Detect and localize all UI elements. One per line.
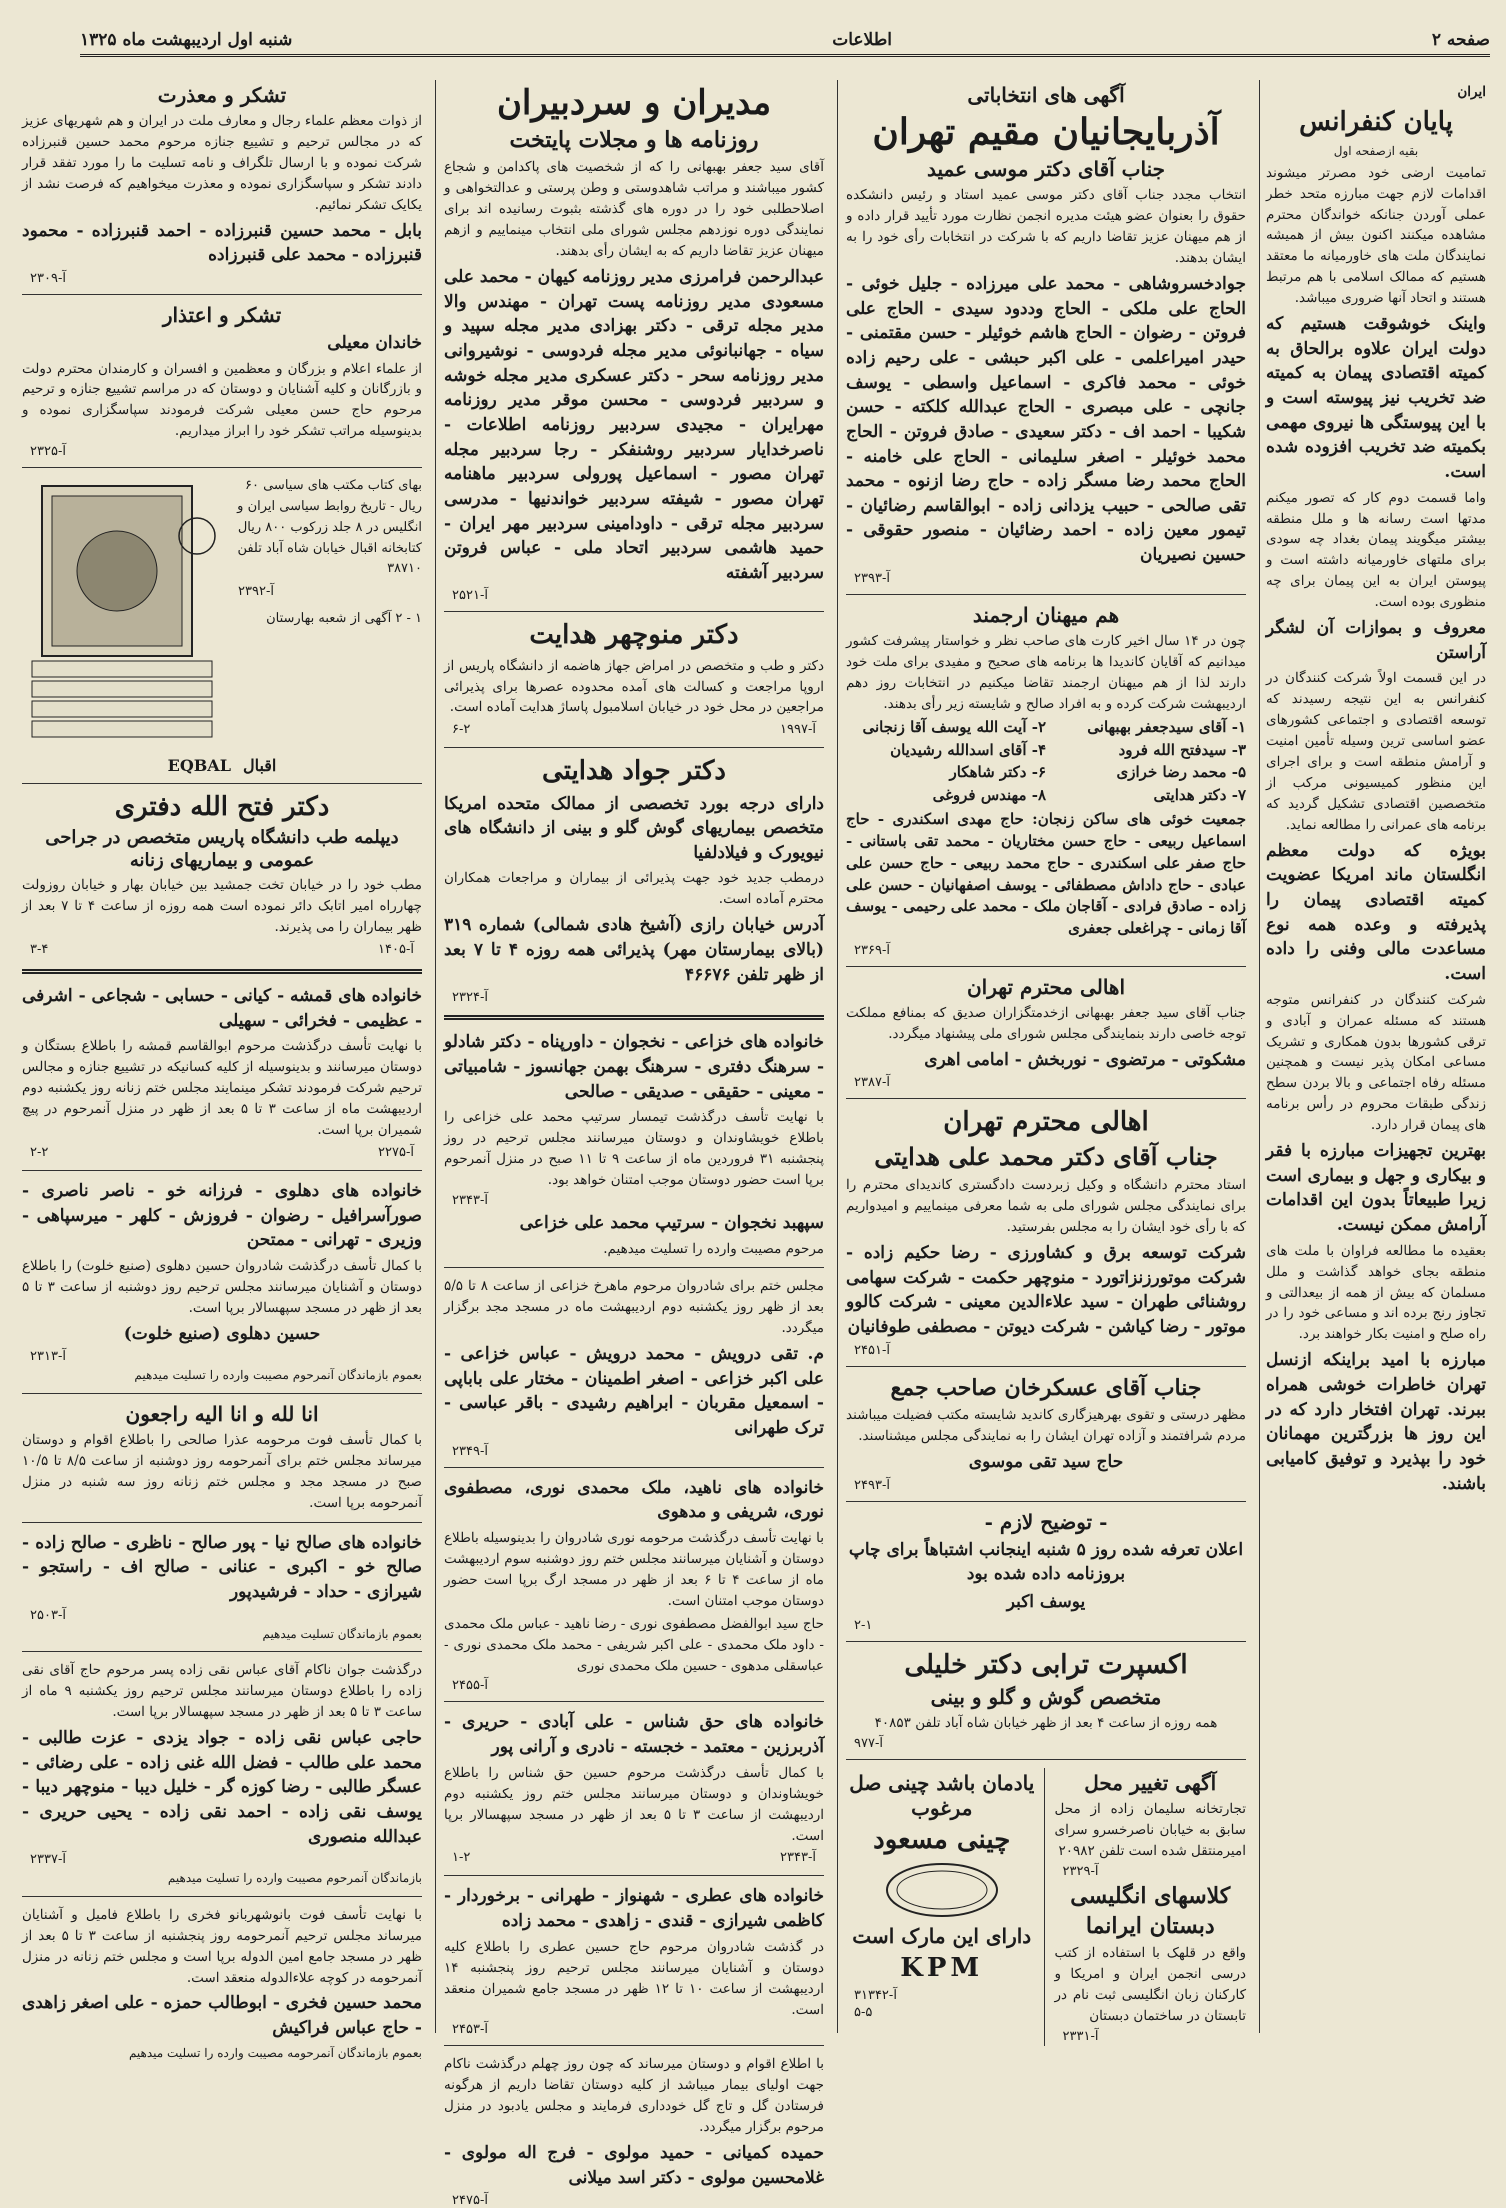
ad-code: آ-۲۳۴۹ — [452, 1443, 488, 1459]
ad-code: آ-۳۱۳۴۲ — [854, 1988, 897, 2004]
obituary-title: خانواده های عطری - شهنواز - طهرانی - برخوردار - کاظمی شیرازی - قندی - زاهدی - محمد زاده — [444, 1886, 824, 1932]
ad-signatories: مشکوتی - مرتضوی - نوربخش - امامی اهری — [924, 1049, 1246, 1070]
obituary-body: با نهایت تأسف فوت بانوشهربانو فخری را باطلاع فامیل و آشنایان میرساند مجلس ترحیم آنمرحومه روز پنجشنبه از ساعت ۳ تا ۵ بعد از ظهر در مسجد جامع امین الدوله برپا است و مجلس ختم زنانه در منزل آنمرحومه در کوچه علاءالدوله منعقد است. — [22, 1906, 422, 1986]
ad-title: یادمان باشد چینی صل مرغوب — [849, 1770, 1035, 1820]
ad-code: آ-۲۴۵۱ — [854, 1342, 890, 1358]
ad-signatories: بابل - محمد حسین قنبرزاده - احمد قنبرزاده - محمود قنبرزاده - محمد علی قنبرزاده — [22, 220, 422, 266]
ad-title: کلاسهای انگلیسی — [1070, 1882, 1231, 1909]
ad-body: واقع در قلهک با استفاده از کتب درسی انجمن ایران و امریکا و کارکنان زبان انگلیسی ثبت نام در تابستان در ساختمان دبستان — [1054, 1945, 1246, 2025]
list-item: ۶- دکتر شاهکار — [949, 763, 1046, 782]
obituary-title: انا لله و انا الیه راجعون — [125, 1401, 319, 1426]
divider — [22, 1522, 422, 1523]
ad-body: مطب خود را در خیابان تخت جمشید بین خیابان بهار و خیابان روزولت چهارراه امیر اتابک دائر نموده است همه روزه از ساعت ۴ تا ۷ بعد از ظهر بیماران را می پذیرند. — [22, 877, 422, 936]
obituary-body: مجلس ختم برای شادروان مرحوم ماهرخ خزاعی از ساعت ۸ تا ۵/۵ بعد از ظهر روز یکشنبه دوم اردیبهشت ماه در مسجد مجد برگزار میگردد. — [444, 1278, 824, 1337]
divider — [444, 2045, 824, 2046]
ad-subtitle: خاندان معیلی — [327, 332, 422, 353]
ad-body: دکتر و طب و متخصص در امراض جهاز هاضمه از دانشگاه پاریس از اروپا مراجعت و کسالت های آمده محدوده عصرها برای پذیرائی مراجعین در محل خود در خیابان اسلامبول پاساژ هدایت آماده است. — [444, 657, 824, 716]
obituary-body: مرحوم مصیبت وارده را تسلیت میدهیم. — [603, 1240, 824, 1257]
ad-code: ۵-۵ — [854, 2005, 873, 2021]
column-rule — [837, 80, 838, 2033]
ad-body: همه روزه از ساعت ۴ بعد از ظهر خیابان شاه آباد تلفن ۴۰۸۵۳ — [874, 1714, 1218, 1731]
bottom-ads-row — [846, 1768, 1246, 2046]
obituary-note: بعموم بازماندگان آنمرحوم مصیبت وارده را تسلیت میدهیم — [134, 1368, 422, 1383]
ad-code: آ-۲۵۰۳ — [30, 1607, 66, 1623]
ad-body: دارای درجه بورد تخصصی از ممالک متحده امریکا متخصص بیماریهای گوش گلو و بینی از دانشگاه های نیویورک و فیلادلفیا — [444, 793, 824, 863]
ad-code: آ-۲۴۵۳ — [452, 2022, 488, 2038]
divider — [22, 1651, 422, 1652]
ad-code: آ-۲۳۹۲ — [238, 584, 274, 600]
book-ad-body: بهای کتاب مکتب های سیاسی ۶۰ ریال - تاریخ روابط سیاسی ایران و انگلیس در ۸ جلد زرکوب ۸۰۰ ریال کتابخانه اقبال خیابان شاه آباد تلفن ۳۸۷۱۰ — [237, 478, 422, 577]
article-highlight: واینک خوشوقت هستیم که دولت ایران علاوه برالحاق به کمیته اقتصادی پیمان به کمیته ضد تخریب نیز پیوسته است و با این پیوستگی ها نیروی مهمی بکمیته ضد تخریب افزوده شده است. — [1266, 314, 1486, 482]
book-ad-extra: ۱ - ۲ آگهی از شعبه بهارستان — [266, 611, 422, 626]
brand-name: اقبال — [242, 756, 277, 776]
ad-body: اعلان تعرفه شده روز ۵ شنبه اینجانب اشتباهاً برای چاپ بروزنامه داده شده بود — [848, 1539, 1244, 1585]
obituary-body: با نهایت تأسف درگذشت تیمسار سرتیپ محمد علی خزاعی را باطلاع خویشاوندان و دوستان میرسانند مجلس ترحیم در روز پنجشنبه ۳۱ فروردین ماه از ساعت ۹ تا ۱۱ صبح در منزل آنمرحوم برپا است حضور دوستان موجب امتنان خواهد بود. — [444, 1109, 825, 1188]
obituary-name: حسین دهلوی (صنیع خلوت) — [123, 1323, 321, 1344]
ad-title: اهالی محترم تهران — [943, 1107, 1149, 1138]
list-item: ۵- محمد رضا خرازی — [1116, 763, 1246, 782]
ad-code: آ-۱۹۹۷ — [780, 722, 816, 738]
book-ad-text — [230, 476, 422, 630]
obituary-title: خانواده های صالح نیا - پور صالح - ناظری - صالح زاده - صالح خو - اکبری - عنانی - صالح اف - راستجو - شیرازی - حداد - فرشیدپور — [22, 1532, 422, 1602]
ad-body: درمطب جدید خود جهت پذیرائی از بیماران و مراجعات همکاران محترم آماده است. — [444, 870, 824, 908]
ad-title: اکسپرت ترابی دکتر خلیلی — [904, 1649, 1188, 1680]
ad-code: آ-۲۳۸۷ — [854, 1075, 890, 1091]
ad-body: استاد محترم دانشگاه و وکیل زبردست دادگستری کاندیدای محترم را برای نمایندگی مجلس شورای ملی به شما معرفی مینماییم و امیدواریم که با رأی خود ایشان را به مجلس بفرستید. — [846, 1177, 1246, 1236]
page-number: صفحه ۲ — [1431, 30, 1490, 50]
ad-body: آقای سید جعفر بهبهانی را که از شخصیت های پاکدامن و شجاع کشور میباشند و مراتب شاهدوستی و وطن پرستی و عدالتخواهی و اصلاحطلبی خود را در دوره های گذشته بثبوت رسانیده اند برای نمایندگی دوره نوزدهم مجلس شورای ملی انتخاب مینماییم و ازهم میهنان عزیز تقاضا داریم که به ایشان رأی بدهند. — [444, 159, 824, 260]
article-paragraph: شرکت کنندگان در کنفرانس متوجه هستند که مسئله عمران و آبادی و ترقی کشورها بدون همکاری و تشریک مساعی امکان پذیر نیست و همچنین مسئله رفاه اجتماعی و بالا بردن سطح زندگی طبقات محروم در رأس برنامه های پیمان قرار دارد. — [1266, 991, 1486, 1134]
ad-code: آ-۱۴۰۵ — [378, 942, 414, 958]
section-label: ایران — [1457, 84, 1486, 100]
ad-title: دکتر جواد هدایتی — [542, 756, 726, 787]
divider — [846, 966, 1246, 967]
ad-codes — [22, 1143, 422, 1162]
obituary-names: م. تقی درویش - محمد درویش - عباس خزاعی - علی اکبر خزاعی - اصغر اطمینان - مختار علی باباپی - اسمعیل مقربان - ابراهیم رشیدی - باقر عباسی - ترک طهرانی — [444, 1344, 824, 1439]
obituary-body: در گذشت شادروان مرحوم حاج حسین عطری را باطلاع کلیه دوستان و آشنایان میرسانند مجلس ترحیم روز پنجشنبه ۱۴ اردیبهشت از ساعت ۱۰ تا ۱۲ ظهر در مسجد جامع شمیران منعقد است. — [444, 1938, 825, 2018]
ad-body: تجارتخانه سلیمان زاده از محل سابق به خیابان ناصرخسرو سرای امیرمنتقل شده است تلفن ۲۰۹۸۲ — [1054, 1800, 1246, 1859]
divider — [846, 594, 1246, 595]
ad-body: از ذوات معظم علماء رجال و معارف ملت در ایران و هم شهریهای عزیز که در مجالس ترحیم و تشییع جنازه مرحوم محمد حسین قنبرزاده شرکت نموده و با ارسال تلگراف و نامه تسلیت ما را مورد تفقد قرار دادند تشکر و سپاسگزاری نموده و معذرت میخواهیم که فرصت نشد از یکایک تشکر نمائیم. — [22, 113, 422, 213]
divider — [846, 1366, 1246, 1367]
obituary-body: با کمال تأسف درگذشت مرحوم حسین حق شناس را باطلاع خویشاوندان و دوستان میرسانند مجلس ختم روز یکشنبه دوم اردیبهشت از ساعت ۳ تا ۵ بعد از ظهر در مسجد سپهسالار برپا است. — [444, 1764, 825, 1844]
ad-code: آ-۲۳۶۹ — [854, 942, 890, 958]
ad-title: دکتر منوچهر هدایت — [529, 620, 739, 651]
ad-address: آدرس خیابان رازی (آشیخ هادی شمالی) شماره ۳۱۹ (بالای بیمارستان مهر) پذیرائی همه روزه ۴ تا ۷ بعد از ظهر تلفن ۴۶۶۷۶ — [444, 915, 825, 985]
ad-code: ۲-۲ — [30, 1145, 49, 1161]
obituary-body: با اطلاع اقوام و دوستان میرساند که چون روز چهلم درگذشت ناکام جهت اولیای بیمار میباشد از کلیه دوستان تقاضا داریم از هرگونه فرستادن گل و تاج گل خودداری فرمایند و مجلس یادبود در منزل مرحوم برگزار میگردد. — [444, 2056, 824, 2136]
article-title: پایان کنفرانس — [1299, 106, 1453, 137]
masthead — [80, 14, 1490, 57]
divider — [22, 783, 422, 784]
right-column — [1260, 80, 1492, 2033]
ad-code: ۶-۲ — [452, 722, 471, 738]
divider — [444, 1875, 824, 1876]
obituary-body: با نهایت تأسف درگذشت مرحوم ابوالقاسم قمشه را باطلاع بستگان و دوستان میرسانند و بدینوسیله از کلیه کسانیکه در تشییع جنازه و مجالس ترحیم شرکت فرمودند تشکر مینمایند مجلس ختم زنانه روز یکشنبه دوم اردیبهشت ماه از ساعت ۳ تا ۵ بعد از ظهر در منزل آنمرحوم در پیچ شمیران برپا است. — [22, 1038, 423, 1139]
divider — [22, 294, 422, 295]
article-highlight: مبارزه با امید براینکه ازنسل تهران خاطرات خوشی همراه ببرند. تهران افتخار دارد که در این روز ها بزرگترین مهمانان خود را بپذیرد و توفیق کامیابی باشند. — [1266, 1350, 1486, 1494]
divider — [846, 1501, 1246, 1502]
obituary-title: خانواده های دهلوی - فرزانه خو - ناصر ناصری - صورآسرافیل - رضوان - فروزش - کلهر - میرسپاهی - وزیری - تهرانی - ممتحن — [22, 1181, 422, 1251]
list-item: ۷- دکتر هدایتی — [1153, 785, 1246, 804]
obituary-note: بعموم بازماندگان آنمرحومه مصیبت وارده را تسلیت میدهیم — [128, 2045, 422, 2060]
divider — [22, 1896, 422, 1897]
porcelain-ad — [846, 1768, 1045, 2046]
ad-body: چون در ۱۴ سال اخیر کارت های صاحب نظر و خواستار پیشرفت کشور میدانیم که آقایان کاندیدا ها برنامه های صحیح و مفیدی برای ملت خود دارند لذا از هم میهنان ارجمند تقاضا میکنیم در انتخابات روز دهم اردیبهشت شرکت کرده و به افراد صالح و شایسته زیر رأی بدهند. — [846, 632, 1246, 712]
issue-date: شنبه اول اردیبهشت ماه ۱۳۲۵ — [80, 30, 293, 50]
column-rule — [1259, 80, 1260, 2033]
divider — [444, 611, 824, 612]
list-item: ۲- آیت الله یوسف آقا زنجانی — [862, 718, 1046, 737]
ad-code: آ-۹۷۷ — [854, 1735, 883, 1751]
article-subtitle: بقیه ازصفحه اول — [1333, 144, 1419, 159]
obituary-names: حاجی عباس نقی زاده - جواد یزدی - عزت طالبی - محمد علی طالب - فضل الله غنی زاده - علی رضائی - عسگر طالبی - رضا کوزه گر - خلیل دیبا - منوچهر دیبا - یوسف نقی زاده - احمد نقی زاده - یحیی حریری - عبدالله منصوری — [22, 1727, 422, 1847]
ad-subtitle: جناب آقای دکتر محمد علی هدایتی — [874, 1141, 1218, 1171]
ad-title: تشکر و معذرت — [157, 83, 287, 107]
kpm-mark: KPM — [900, 1952, 984, 1983]
book-brand — [22, 756, 422, 775]
ad-subtitle: متخصص گوش و گلو و بینی — [930, 1684, 1162, 1709]
obituary-body: درگذشت جوان ناکام آقای عباس نقی زاده پسر مرحوم حاج آقای نقی زاده را باطلاع دوستان میرسانند مجلس ترحیم روز یکشنبه ۹ ماه از ساعت ۳ تا ۵ بعد از ظهر در مسجد سپهسالار برپا است. — [22, 1662, 422, 1721]
ad-code: آ-۲۵۲۱ — [452, 588, 488, 604]
book-ad — [22, 476, 422, 756]
ad-code: آ-۲۴۵۵ — [452, 1678, 488, 1694]
ad-code: ۲-۱ — [854, 1617, 873, 1633]
ad-code: آ-۲۳۴۳ — [780, 1850, 816, 1866]
obituary-names: حاج سید ابوالفضل مصطفوی نوری - رضا ناهید - عباس ملک محمدی - داود ملک محمدی - علی اکبر شریفی - محمد ملک محمدی نوری - عباسقلی مدهوی - حسین ملک محمدی نوری — [444, 1615, 824, 1674]
divider — [444, 1015, 824, 1020]
ad-codes — [444, 1848, 824, 1867]
ad-title: مدیران و سردبیران — [496, 83, 772, 123]
ad-code: آ-۲۳۲۵ — [30, 444, 66, 460]
ad-code: آ-۲۳۹۳ — [854, 570, 890, 586]
ad-code: آ-۲۳۱۳ — [30, 1349, 66, 1365]
article-highlight: بهترین تجهیزات مبارزه با فقر و بیکاری و جهل و بیماری است زیرا طبیعاتاً بدون این اقدامات آرامش ممکن نیست. — [1266, 1141, 1486, 1236]
book-stack-icon — [22, 476, 222, 756]
ad-title: دکتر فتح الله دفتری — [114, 792, 330, 823]
obituary-title: خانواده های خزاعی - نخجوان - داورپناه - دکتر شادلو - سرهنگ دفتری - سرهنگ بهمن جهانسوز - شامبیاتی - معینی - حقیقی - صدیقی - صالحی — [444, 1032, 824, 1102]
kpm-logo-icon — [882, 1860, 1002, 1920]
ad-code: ۱-۲ — [452, 1850, 471, 1866]
article-highlight: معروف و بموازات آن لشگر آراستن — [1266, 618, 1486, 663]
ad-body: مظهر درستی و تقوی بهرهیزگاری کاندید شایسته مکتب فضیلت میباشند مردم شرافتمند و آزاده تهران ایشان را به نمایندگی مجلس میشناسند. — [846, 1407, 1246, 1445]
divider — [444, 1701, 824, 1702]
ad-brand: چینی مسعود — [873, 1824, 1011, 1855]
ad-subtitle: دبستان ایرانما — [1085, 1912, 1215, 1939]
obituary-note: بازماندگان آنمرحوم مصیبت وارده را تسلیت میدهیم — [167, 1871, 422, 1886]
list-item: ۱- آقای سیدجعفر بهبهانی — [1087, 718, 1246, 737]
obituary-title: خانواده های ناهید، ملک محمدی نوری، مصطفوی نوری، شریفی و مدهوی — [444, 1477, 824, 1523]
notices-column — [16, 80, 428, 2060]
ad-code: ۳-۴ — [30, 942, 49, 958]
obituary-body: با نهایت تأسف درگذشت مرحومه نوری شادروان را بدینوسیله باطلاع دوستان و آشنایان میرسانند مجلس ختم روز دوشنبه سوم اردیبهشت ماه از ساعت ۴ تا ۶ بعد از ظهر در مسجد ارگ برپا است حضور دوستان موجب امتنان است. — [444, 1530, 824, 1609]
divider — [22, 467, 422, 468]
divider — [22, 969, 422, 974]
obituary-names: محمد حسین فخری - ابوطالب حمزه - علی اصغر زاهدی - حاج عباس فراکیش — [22, 1993, 422, 2039]
obituary-body: با کمال تأسف فوت مرحومه عذرا صالحی را باطلاع اقوام و دوستان میرساند مجلس ختم برای آنمرحومه روز دوشنبه از ساعت ۸/۵ تا ۱۰/۵ صبح در مسجد مجد و مجلس ختم زنانه روز سه شنبه در منزل آنمرحومه برپا است. — [22, 1431, 423, 1511]
ad-title: آگهی تغییر محل — [1084, 1770, 1217, 1795]
divider — [22, 1393, 422, 1394]
list-item: ۴- آقای اسدالله رشیدیان — [890, 740, 1046, 759]
ad-title: تشکر و اعتذار — [162, 302, 282, 327]
ad-code: آ-۲۴۷۵ — [452, 2193, 488, 2208]
ad-code: آ-۲۳۰۹ — [30, 270, 66, 286]
obituary-title: سپهبد نخجوان - سرتیپ محمد علی خزاعی — [519, 1212, 824, 1233]
obituary-body: با کمال تأسف درگذشت شادروان حسین دهلوی (صنیع خلوت) را باطلاع دوستان و آشنایان میرسانند مجلس ترحیم روز دوشنبه از ساعت ۳ تا ۵ بعد از ظهر در مسجد سپهسالار برپا است. — [22, 1257, 422, 1316]
ad-subtitle: روزنامه ها و مجلات پایتخت — [509, 127, 759, 154]
ad-code: آ-۲۳۴۳ — [452, 1192, 488, 1208]
article-paragraph: تمامیت ارضی خود مصرتر میشوند اقدامات لازم جهت مبارزه متحد خطر عملی آوردن جنانکه خواندگان محترم مشاهده میکنند اکنون بیش از همیشه نمایندگان ملت های خاورمیانه ما معتقد هستیم که ممالک اسلامی با هم مرتبط هستند و اتحاد آنها ضروری میباشد. — [1266, 164, 1486, 307]
ad-header: آگهی های انتخاباتی — [967, 83, 1125, 107]
ad-signatory: یوسف اکبر — [1006, 1592, 1086, 1613]
candidate-list — [846, 716, 1246, 806]
editors-column — [438, 80, 830, 2208]
column-rule — [435, 80, 436, 2033]
obituary-names: حمیده کمیانی - حمید مولوی - فرج اله مولوی - غلامحسین مولوی - دکتر اسد میلانی — [444, 2143, 824, 2188]
ad-title: هم میهنان ارجمند — [972, 602, 1120, 627]
ad-signatories: عبدالرحمن فرامرزی مدیر روزنامه کیهان - محمد علی مسعودی مدیر روزنامه پست تهران - مهندس والا مدیر مجله ترقی - دکتر بهزادی مدیر مجله سپید و سیاه - جهانبانوئی مدیر مجله فردوسی - نوشیروانی مدیر روزنامه سحر - دکتر عسکری مدیر مجله خوشه و سردبیر فردوسی - محسن موقر مدیر روزنامه مهرایران - مجیدی سردبیر روزنامه اطلاعات - ناصرخدایار سردبیر روشنفکر - رجا سردبیر مجله تهران مصور - اسماعیل پورولی سردبیر ماهنامه تهران مصور - شیفته سردبیر خواندنیها - مدرسی سردبیر مجله ترقی - داودامینی سردبیر مهر ایران - حمید هاشمی سردبیر اتحاد ملی - عباس فروتن سردبیر آشفته — [444, 267, 824, 583]
ad-codes — [22, 940, 422, 959]
divider — [444, 747, 824, 748]
ad-signatories: جوادخسروشاهی - محمد علی میرزاده - جلیل خوئی - الحاج علی ملکی - الحاج وددود سیدی - الحاج علی فروتن - رضوان - الحاج هاشم خوئیلر - حسن مقتمنی - حیدر امیراعلمی - علی اکبر حبشی - علی رحیم زاده خوئی - محمد فاکری - اسماعیل واسطی - یوسف جانچی - علی مبصری - الحاج عبدالله کلکته - حسن شکیبا - احمد اف - دکتر سعیدی - صادق فروتن - الحاج محمد خوئیلر - اصغر سلیمانی - الحاج علی خامنه - الحاج محمد رضا مسگر زاده - حاج رضا ازنوه - محمد تقی صالحی - حبیب یزدانی زاده - ابوالقاسم رضائیان - تیمور معین زاده - احمد رضائیان - منصور حقوقی - حسین نصیریان — [846, 274, 1246, 566]
ad-title: - توضیح لازم - — [984, 1509, 1108, 1534]
ad-subtitle: دیپلمه طب دانشگاه پاریس متخصص در جراحی عمومی و بیماریهای زنانه — [45, 827, 399, 871]
obituary-title: خانواده های حق شناس - علی آبادی - حریری - آذربرزین - معتمد - خجسته - نادری و آرانی پور — [444, 1712, 824, 1758]
ad-codes — [444, 720, 824, 739]
ad-body: از علماء اعلام و بزرگان و معظمین و افسران و کارمندان محترم دولت و بازرگانان و کلیه آشنایان و دوستان که در مراسم تشییع جنازه و ترحیم مرحوم حاج حسن معیلی شرکت فرمودند سپاسگزاری نموده و بدینوسیله مراتب تشکر خود را ابراز میداریم. — [22, 360, 422, 440]
ad-subtitle: جناب آقای دکتر موسی عمید — [926, 157, 1166, 182]
ad-signatory: حاج سید تقی موسوی — [968, 1452, 1124, 1473]
article-paragraph: واما قسمت دوم کار که تصور میکنم مدتها است رسانه ها و ملل منطقه بیشتر میگویند پیمان بغداد چه سودی برای ملتهای خاورمیانه داشته است و پیوستن ایران به این پیمان برای چه منظوری بوده است. — [1266, 489, 1486, 611]
ad-signatories: جمعیت خوئی های ساکن زنجان: حاج مهدی اسکندری - حاج اسماعیل ربیعی - حاج حسن مختاریان - محمد تقی باستانی - حاج صفر علی اسکندری - حاج محمد ربیعی - حاج حسن علی عبادی - حاج داداش مصطفائی - یوسف اصفهانیان - حسن علی زاده - صادق فرادی - آقاجان ملک - محمد علی رحیمی - یوسف آقا زمانی - چراغعلی جعفری — [846, 810, 1246, 938]
divider — [444, 1267, 824, 1268]
obituary-note: بعموم بازماندگان تسلیت میدهیم — [262, 1626, 422, 1641]
election-ads-column — [840, 80, 1252, 2044]
list-item: ۸- مهندس فروغی — [932, 785, 1046, 804]
divider — [846, 1641, 1246, 1642]
divider — [846, 1759, 1246, 1760]
article-paragraph: در این قسمت اولاً شرکت کنندگان در کنفرانس به این نتیجه رسیدند که توسعه اقتصادی و اجتماعی کشورهای عضو اساسی ترین وسیله تأمین امنیت و آرامش منطقه است و برای اجرای این منظور کمیسیونی مرکب از متخصصین اقتصادی تشکیل گردید که برنامه های عمرانی را مطالعه نماید. — [1266, 670, 1486, 833]
ad-code: آ-۲۲۷۵ — [378, 1145, 414, 1161]
ad-code: آ-۲۳۳۱ — [1062, 2029, 1099, 2044]
ad-signatories: شرکت توسعه برق و کشاورزی - رضا حکیم زاده - شرکت موتورزنزاتورد - منوچهر حکمت - شرکت سهامی روشنائی طهران - سید علاءالدین معینی - شرکت کالوو موتور - رضا کیاشن - شرکت دیوتن - مصطفی طوفانیان — [846, 1243, 1246, 1338]
ad-title: جناب آقای عسکرخان صاحب جمع — [890, 1374, 1202, 1401]
ad-title: اهالی محترم تهران — [966, 974, 1126, 999]
ad-tagline: دارای این مارک است — [852, 1923, 1032, 1948]
obituary-title: خانواده های قمشه - کیانی - حسابی - شجاعی - اشرفی - عظیمی - فخرائی - سهیلی — [22, 986, 422, 1031]
relocation-ad — [1055, 1768, 1247, 2046]
ad-body: انتخاب مجدد جناب آقای دکتر موسی عمید استاد و رئیس دانشکده حقوق را بعنوان عضو هیئت مدیره انجمن نظارت مورد تأیید قرار داده و از هم میهنان عزیز تقاضا داریم که با شرکت در انتخابات رأی خود را به ایشان بدهند. — [846, 187, 1246, 267]
article-highlight: بویژه که دولت معظم انگلستان ماند امریکا عضویت کمیته اقتصادی پیمان را پذیرفته و وعده همه نوع مساعدت مالی وفنی را داده است. — [1266, 840, 1486, 985]
ad-code: آ-۲۳۳۷ — [30, 1852, 66, 1868]
ad-code: آ-۲۳۲۴ — [452, 990, 488, 1006]
divider — [444, 1467, 824, 1468]
list-item: ۳- سیدفتح الله فرود — [1118, 740, 1246, 759]
ad-title: آذربایجانیان مقیم تهران — [872, 111, 1220, 153]
article-paragraph: بعقیده ما مطالعه فراوان با ملت های منطقه بجای خواهد گذاشت و ملل مسلمان که بیش از همه از بیعدالتی و تجاوز رنج برده اند و مساعی خود را در راه صلح و امنیت بکار خواهند برد. — [1266, 1242, 1486, 1343]
ad-body: جناب آقای سید جعفر بهبهانی ازخدمتگزاران صدیق که بمنافع مملکت توجه خاصی دارند بنمایندگی مجلس شورای ملی پیشنهاد میگردد. — [846, 1004, 1246, 1042]
ad-code: آ-۲۴۹۳ — [854, 1477, 890, 1493]
divider — [846, 1098, 1246, 1099]
brand-latin: EQBAL — [167, 756, 231, 776]
ad-code: آ-۲۳۲۹ — [1062, 1863, 1099, 1879]
divider — [22, 1170, 422, 1171]
newspaper-name: اطلاعات — [832, 30, 892, 50]
